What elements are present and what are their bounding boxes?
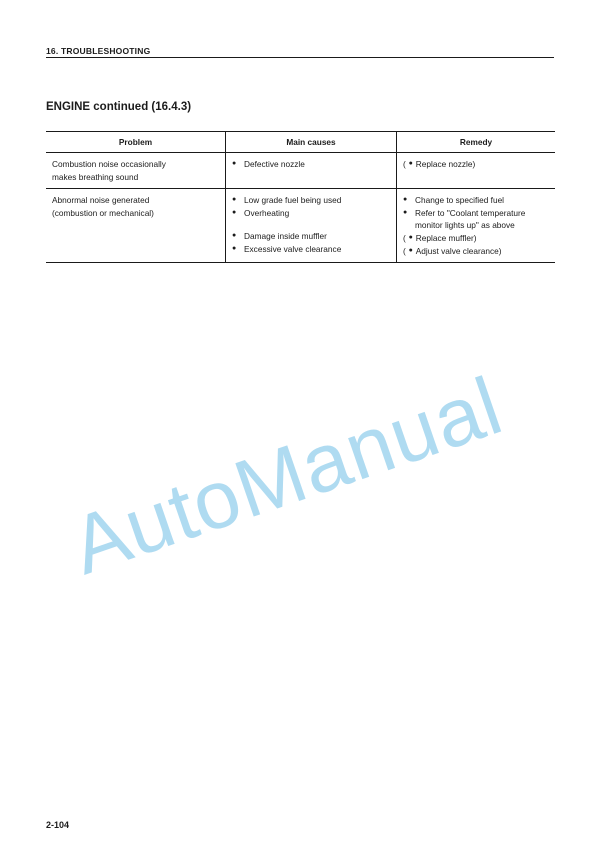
- bullet-icon: ●: [232, 196, 237, 204]
- remedy-text: Replace nozzle): [415, 159, 476, 169]
- table-row: [46, 189, 555, 263]
- cause-item: [232, 243, 390, 256]
- remedy-item: [403, 158, 549, 171]
- table-header-row: [46, 132, 555, 153]
- remedy-text: Replace muffler): [415, 232, 477, 243]
- causes-cell: [226, 153, 397, 189]
- column-header-remedy: Remedy: [397, 132, 556, 153]
- paren-open: (: [403, 245, 406, 256]
- section-header: 16. TROUBLESHOOTING: [46, 46, 554, 58]
- bullet-icon: ●: [232, 244, 237, 252]
- problem-line: Abnormal noise generated: [52, 195, 150, 206]
- remedy-item: [403, 207, 549, 220]
- remedy-cell: [397, 189, 556, 263]
- bullet-icon: ●: [232, 160, 237, 167]
- bullet-icon: ●: [408, 160, 413, 167]
- remedy-text: Adjust valve clearance): [415, 245, 502, 256]
- bullet-icon: ●: [408, 233, 413, 241]
- troubleshooting-table: [46, 131, 555, 263]
- bullet-icon: ●: [403, 196, 408, 204]
- cause-item: [232, 207, 390, 220]
- cause-text: Damage inside muffler: [244, 231, 327, 242]
- column-header-problem: Problem: [46, 132, 226, 153]
- page-number: 2-104: [46, 820, 70, 830]
- bullet-icon: ●: [232, 232, 237, 240]
- problem-cell: [46, 153, 226, 189]
- problem-cell: [46, 189, 226, 263]
- problem-line: Combustion noise occasionally: [52, 159, 166, 169]
- bullet-icon: ●: [408, 246, 413, 254]
- bullet-icon: ●: [403, 208, 408, 216]
- paren-open: (: [403, 232, 406, 243]
- remedy-continuation: monitor lights up" as above: [415, 220, 515, 231]
- page-title: ENGINE continued (16.4.3): [46, 101, 192, 113]
- remedy-text: Change to specified fuel: [415, 195, 505, 206]
- cause-item: [232, 194, 390, 207]
- column-header-main-causes: Main causes: [226, 132, 397, 153]
- remedy-item: [403, 245, 549, 258]
- remedy-text: Refer to "Coolant temperature: [415, 207, 526, 218]
- cause-item: [232, 230, 390, 243]
- paren-open: (: [403, 159, 406, 169]
- cause-text: Defective nozzle: [244, 159, 305, 169]
- table-row: [46, 153, 555, 189]
- problem-line: (combustion or mechanical): [52, 207, 154, 218]
- causes-cell: [226, 189, 397, 263]
- remedy-cell: [397, 153, 556, 189]
- cause-text: Excessive valve clearance: [244, 243, 342, 254]
- problem-line: makes breathing sound: [52, 171, 139, 182]
- remedy-item: [403, 194, 549, 207]
- cause-text: Low grade fuel being used: [244, 195, 342, 206]
- cause-text: Overheating: [244, 207, 290, 218]
- watermark: AutoManual: [60, 360, 514, 592]
- remedy-item: [403, 232, 549, 245]
- bullet-icon: ●: [232, 208, 237, 216]
- cause-item: [232, 158, 390, 171]
